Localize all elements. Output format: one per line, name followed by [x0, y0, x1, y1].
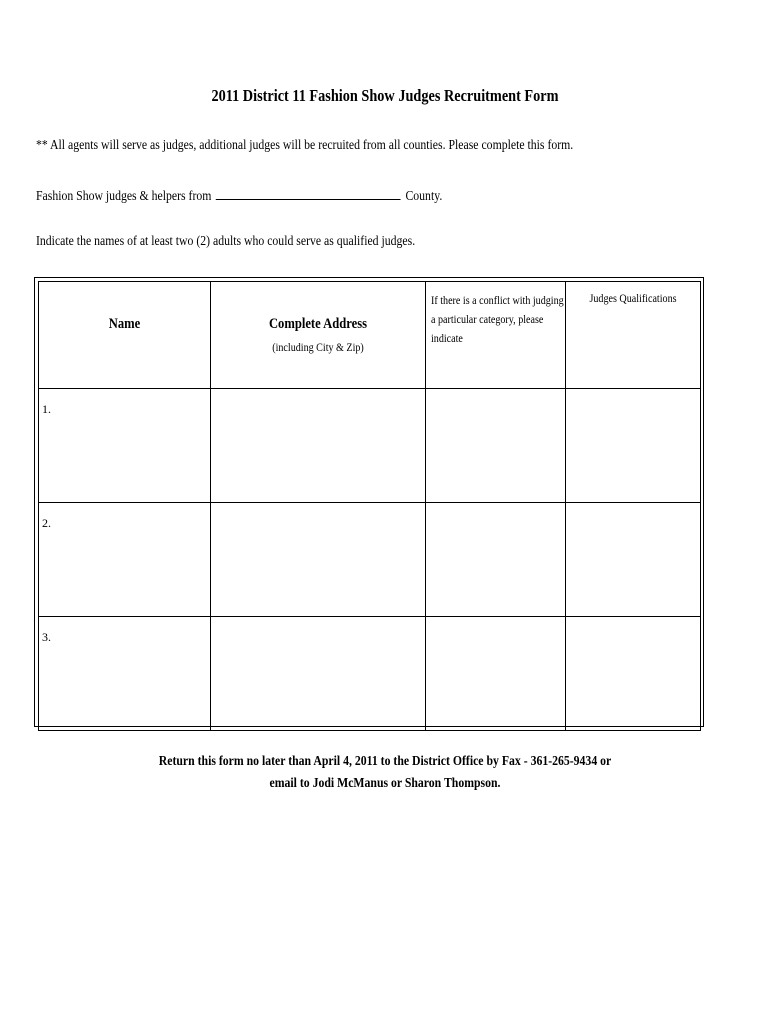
instruction-text: Indicate the names of at least two (2) adults who could serve as qualified judges. [36, 234, 416, 249]
row-number: 3. [42, 630, 51, 644]
row-qualifications-cell[interactable] [566, 503, 701, 617]
row-qualifications-cell[interactable] [566, 617, 701, 731]
row-name-cell[interactable] [39, 617, 211, 731]
county-blank-field[interactable] [216, 186, 401, 200]
header-address-sub: (including City & Zip) [272, 340, 364, 354]
table-row [39, 389, 701, 503]
table-row [39, 617, 701, 731]
table-header-row [39, 282, 701, 389]
header-qualifications: Judges Qualifications [589, 291, 677, 305]
return-line-2: email to Jodi McManus or Sharon Thompson. [269, 776, 501, 791]
header-address-cell [211, 282, 426, 389]
header-address: Complete Address [268, 316, 368, 332]
header-name-cell [39, 282, 211, 389]
row-address-cell[interactable] [211, 617, 426, 731]
return-instructions [62, 751, 709, 795]
row-conflict-cell[interactable] [426, 617, 566, 731]
row-qualifications-cell[interactable] [566, 389, 701, 503]
row-conflict-cell[interactable] [426, 503, 566, 617]
county-prefix: Fashion Show judges & helpers from [36, 189, 212, 204]
table-row [39, 503, 701, 617]
row-number: 2. [42, 516, 51, 530]
row-name-cell[interactable] [39, 389, 211, 503]
row-name-cell[interactable] [39, 503, 211, 617]
header-name: Name [108, 316, 141, 332]
row-conflict-cell[interactable] [426, 389, 566, 503]
county-suffix: County. [405, 189, 443, 204]
row-address-cell[interactable] [211, 389, 426, 503]
judges-table [38, 281, 701, 731]
return-line-1: Return this form no later than April 4, 2011 to the District Office by Fax - 361-265-9434 or [158, 754, 612, 769]
form-title: 2011 District 11 Fashion Show Judges Recruitment Form [211, 86, 559, 105]
header-conflict: If there is a conflict with judging a particular category, please indicate [431, 293, 564, 345]
row-number: 1. [42, 402, 51, 416]
header-conflict-cell [426, 282, 566, 389]
row-address-cell[interactable] [211, 503, 426, 617]
county-line [36, 186, 442, 205]
header-qualifications-cell [566, 282, 701, 389]
agents-note: ** All agents will serve as judges, additional judges will be recruited from all counties. Please complete this form. [36, 138, 574, 153]
